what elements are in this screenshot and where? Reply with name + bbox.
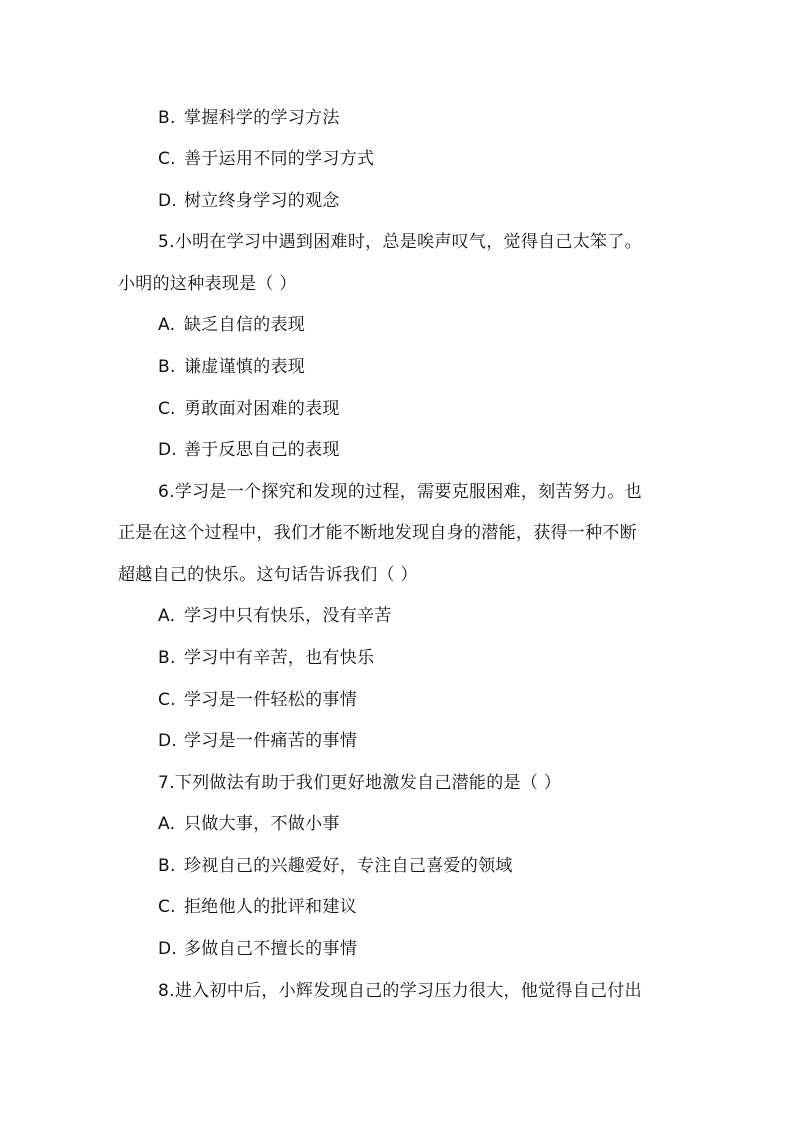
question-line: 超越自己的快乐。这句话告诉我们（ ）	[118, 565, 418, 585]
option-text: 学习是一件痛苦的事情	[184, 731, 357, 751]
option-letter: B.	[158, 856, 176, 876]
option-line	[158, 106, 340, 130]
option-line	[158, 604, 392, 628]
question-line: 小明的这种表现是（ ）	[118, 274, 297, 294]
option-text: 多做自己不擅长的事情	[184, 939, 357, 959]
question-line: 8.进入初中后，小辉发现自己的学习压力很大，他觉得自己付出	[158, 981, 642, 1001]
option-letter: B.	[158, 357, 176, 377]
option-text: 善于运用不同的学习方式	[184, 149, 375, 169]
option-text: 善于反思自己的表现	[184, 440, 340, 460]
option-text: 学习是一件轻松的事情	[184, 690, 357, 710]
option-letter: C.	[158, 399, 176, 419]
option-letter: A.	[158, 606, 176, 626]
option-line	[158, 688, 357, 712]
option-text: 缺乏自信的表现	[184, 315, 306, 335]
option-line	[158, 147, 374, 171]
option-letter: B.	[158, 108, 176, 128]
option-line	[158, 355, 305, 379]
option-letter: D.	[158, 939, 178, 959]
option-line	[158, 438, 340, 462]
option-line	[158, 937, 357, 961]
option-letter: A.	[158, 315, 176, 335]
option-letter: C.	[158, 897, 176, 917]
option-line	[158, 854, 513, 878]
option-line	[158, 895, 357, 919]
option-text: 拒绝他人的批评和建议	[184, 897, 357, 917]
option-letter: D.	[158, 731, 178, 751]
option-letter: D.	[158, 440, 178, 460]
option-line	[158, 397, 340, 421]
option-text: 学习中有辛苦，也有快乐	[184, 648, 375, 668]
option-text: 掌握科学的学习方法	[184, 108, 340, 128]
option-letter: B.	[158, 648, 176, 668]
option-letter: A.	[158, 814, 176, 834]
question-line: 7.下列做法有助于我们更好地激发自己潜能的是（ ）	[158, 773, 562, 793]
option-text: 勇敢面对困难的表现	[184, 399, 340, 419]
option-line	[158, 313, 305, 337]
question-line: 正是在这个过程中，我们才能不断地发现自身的潜能，获得一种不断	[118, 523, 637, 543]
option-letter: D.	[158, 191, 178, 211]
option-text: 谦虚谨慎的表现	[184, 357, 306, 377]
option-letter: C.	[158, 690, 176, 710]
option-text: 学习中只有快乐，没有辛苦	[184, 606, 392, 626]
question-line: 5.小明在学习中遇到困难时，总是唉声叹气，觉得自己太笨了。	[158, 232, 642, 252]
option-text: 只做大事，不做小事	[184, 814, 340, 834]
option-line	[158, 646, 374, 670]
option-line	[158, 189, 340, 213]
option-line	[158, 729, 357, 753]
option-letter: C.	[158, 149, 176, 169]
option-line	[158, 812, 340, 836]
option-text: 树立终身学习的观念	[184, 191, 340, 211]
question-line: 6.学习是一个探究和发现的过程，需要克服困难，刻苦努力。也	[158, 482, 642, 502]
option-text: 珍视自己的兴趣爱好，专注自己喜爱的领域	[184, 856, 513, 876]
